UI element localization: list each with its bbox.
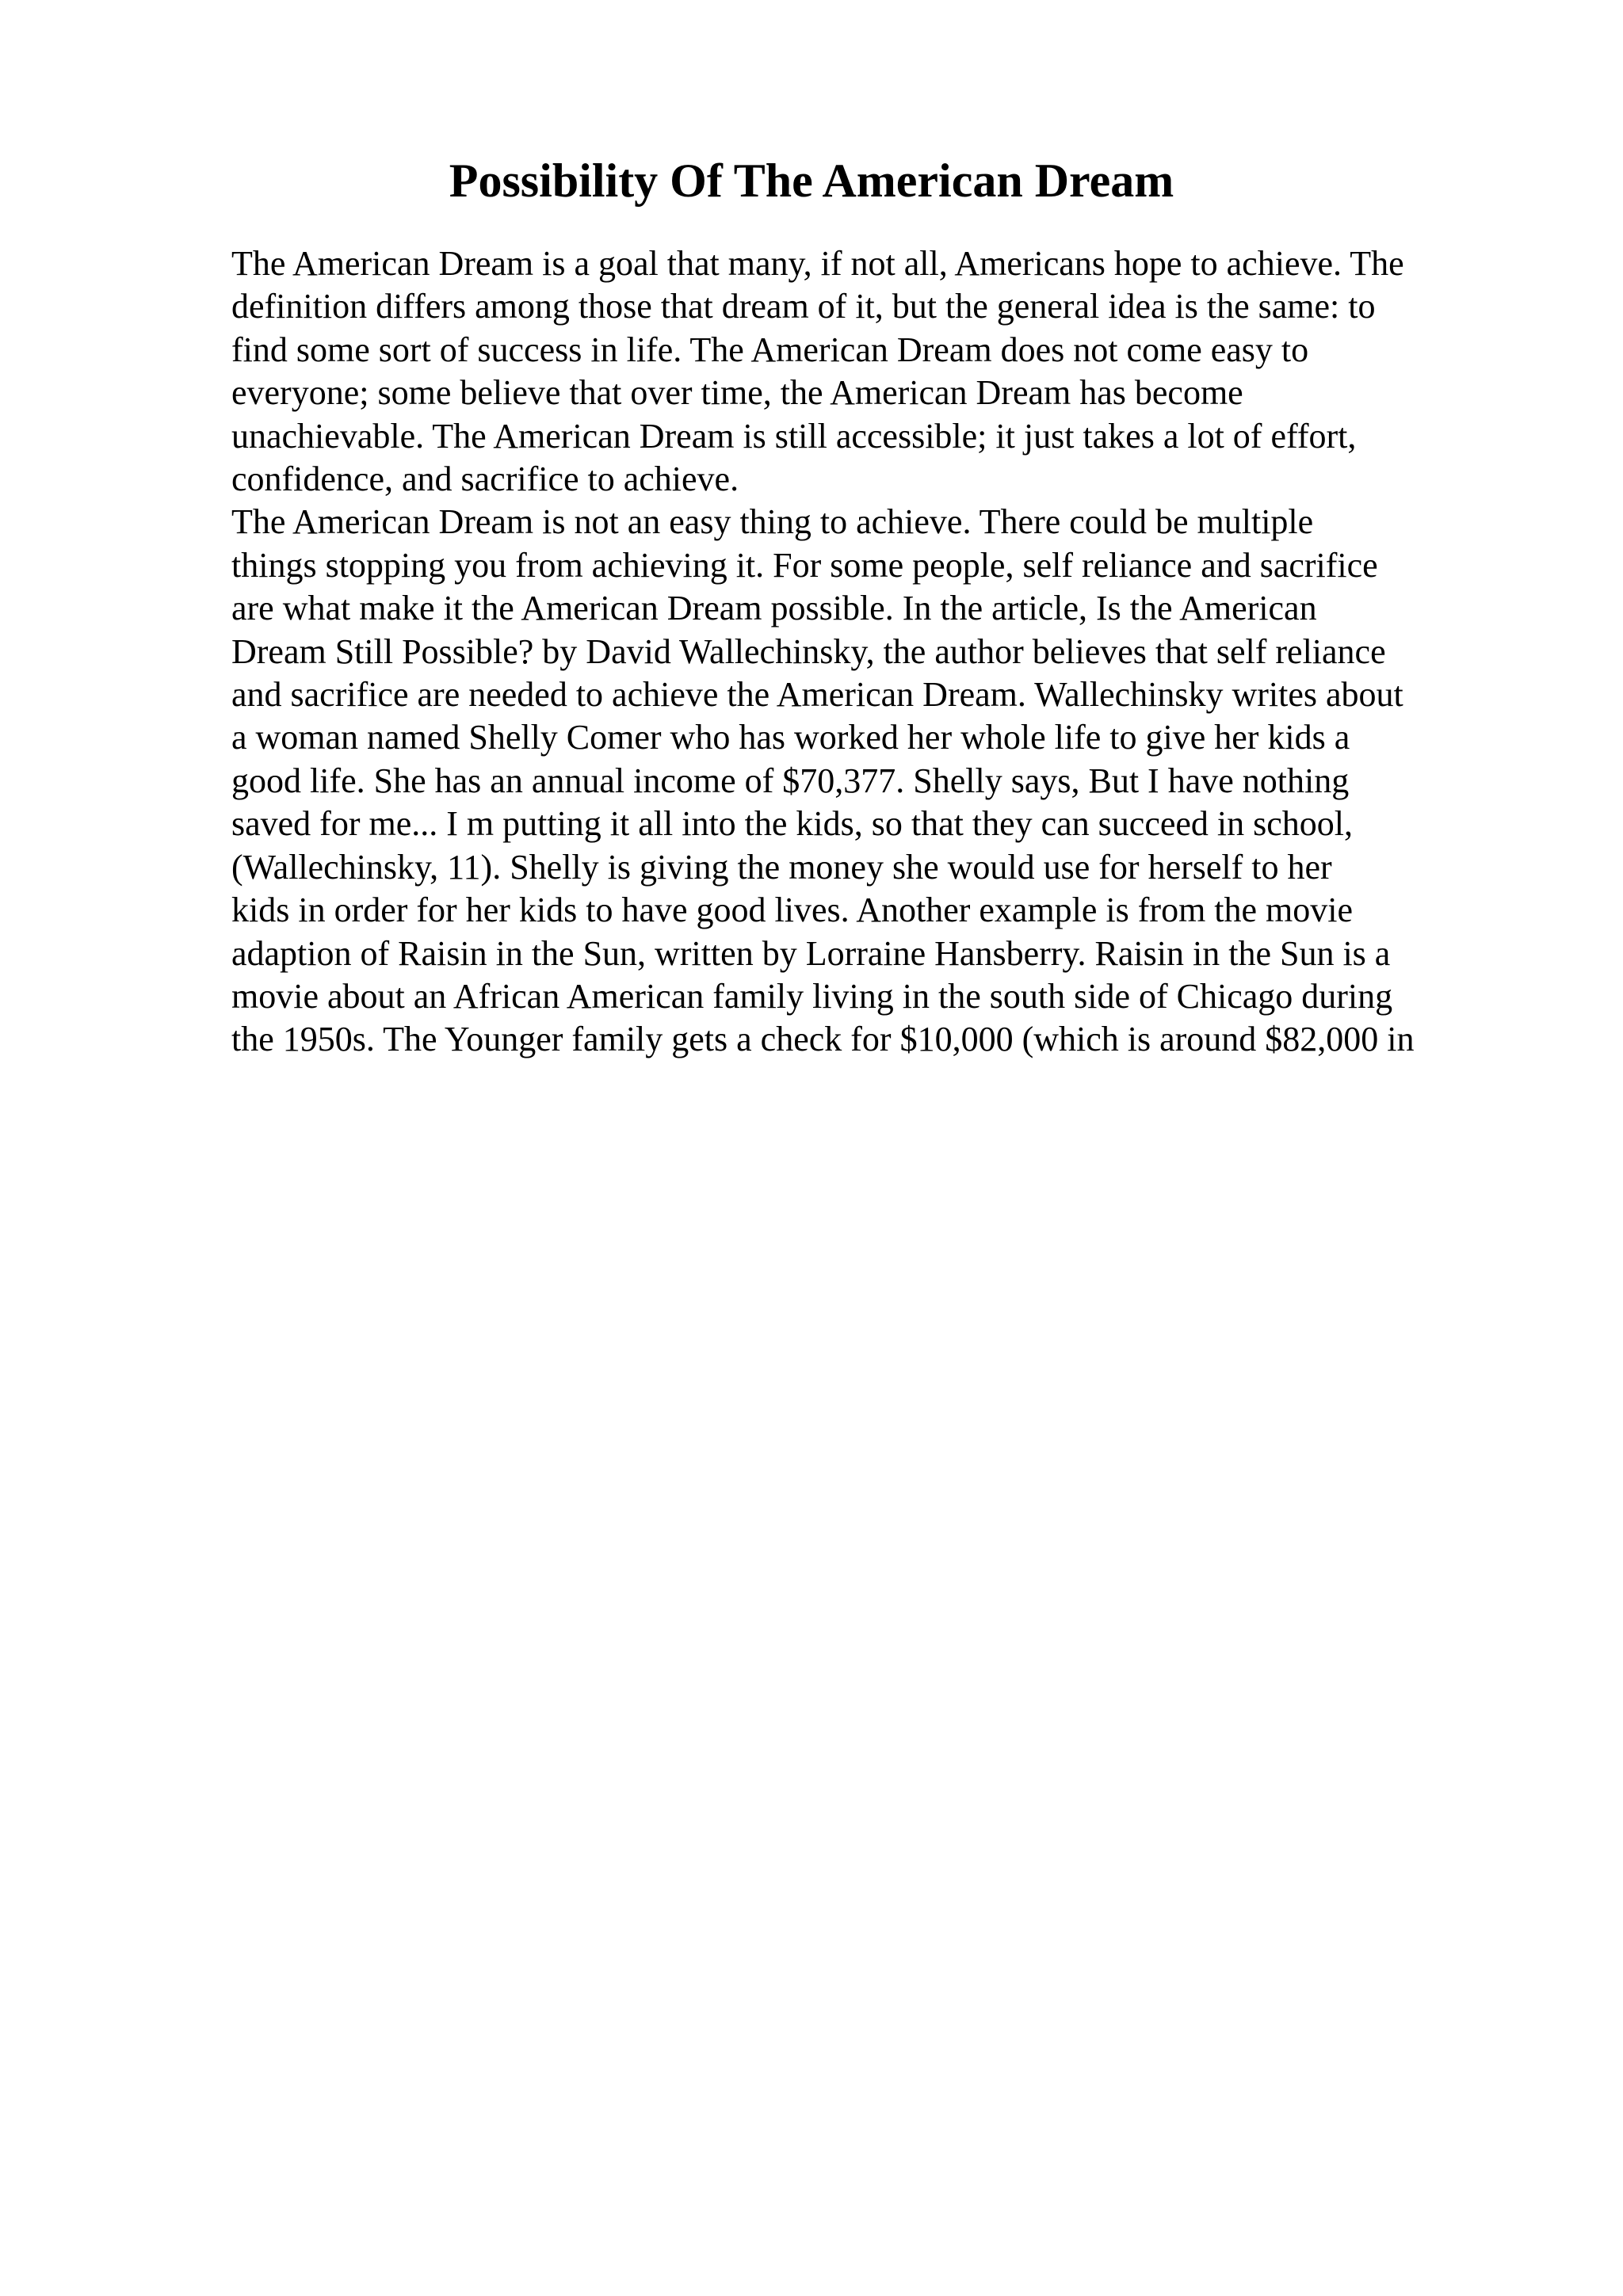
text-line: adaption of Raisin in the Sun, written by Lorraine Hansberry. Raisin in the Sun is a (231, 933, 1391, 973)
text-line: find some sort of success in life. The American Dream does not come easy to (231, 330, 1309, 369)
text-line: the 1950s. The Younger family gets a check for $10,000 (which is around $82,000 in (231, 1020, 1415, 1059)
text-line: a woman named Shelly Comer who has worked her whole life to give her kids a (231, 718, 1350, 757)
document-title: Possibility Of The American Dream (449, 154, 1174, 207)
text-line: definition differs among those that dream of it, but the general idea is the same: to (231, 287, 1376, 326)
paragraph-1 (231, 242, 1499, 501)
text-line: (Wallechinsky, 11). Shelly is giving the money she would use for herself to her (231, 847, 1332, 887)
paragraph-2 (231, 501, 1499, 1061)
text-line: everyone; some believe that over time, the American Dream has become (231, 373, 1243, 413)
text-line: and sacrifice are needed to achieve the American Dream. Wallechinsky writes about (231, 675, 1403, 715)
text-line: things stopping you from achieving it. For some people, self reliance and sacrifice (231, 545, 1378, 585)
text-line: The American Dream is a goal that many, if not all, Americans hope to achieve. The (231, 244, 1404, 283)
text-line: movie about an African American family living in the south side of Chicago during (231, 976, 1393, 1016)
text-line: saved for me... I m putting it all into the kids, so that they can succeed in school, (231, 804, 1354, 844)
text-line: good life. She has an annual income of $70,377. Shelly says, But I have nothing (231, 761, 1350, 800)
text-line: are what make it the American Dream possible. In the article, Is the American (231, 589, 1317, 628)
text-line: The American Dream is not an easy thing to achieve. There could be multiple (231, 502, 1314, 542)
text-line: confidence, and sacrifice to achieve. (231, 460, 739, 499)
text-line: kids in order for her kids to have good lives. Another example is from the movie (231, 891, 1354, 930)
text-line: unachievable. The American Dream is still accessible; it just takes a lot of effort, (231, 416, 1357, 456)
text-line: Dream Still Possible? by David Wallechinsky, the author believes that self reliance (231, 631, 1386, 671)
document-body (231, 242, 1499, 1062)
